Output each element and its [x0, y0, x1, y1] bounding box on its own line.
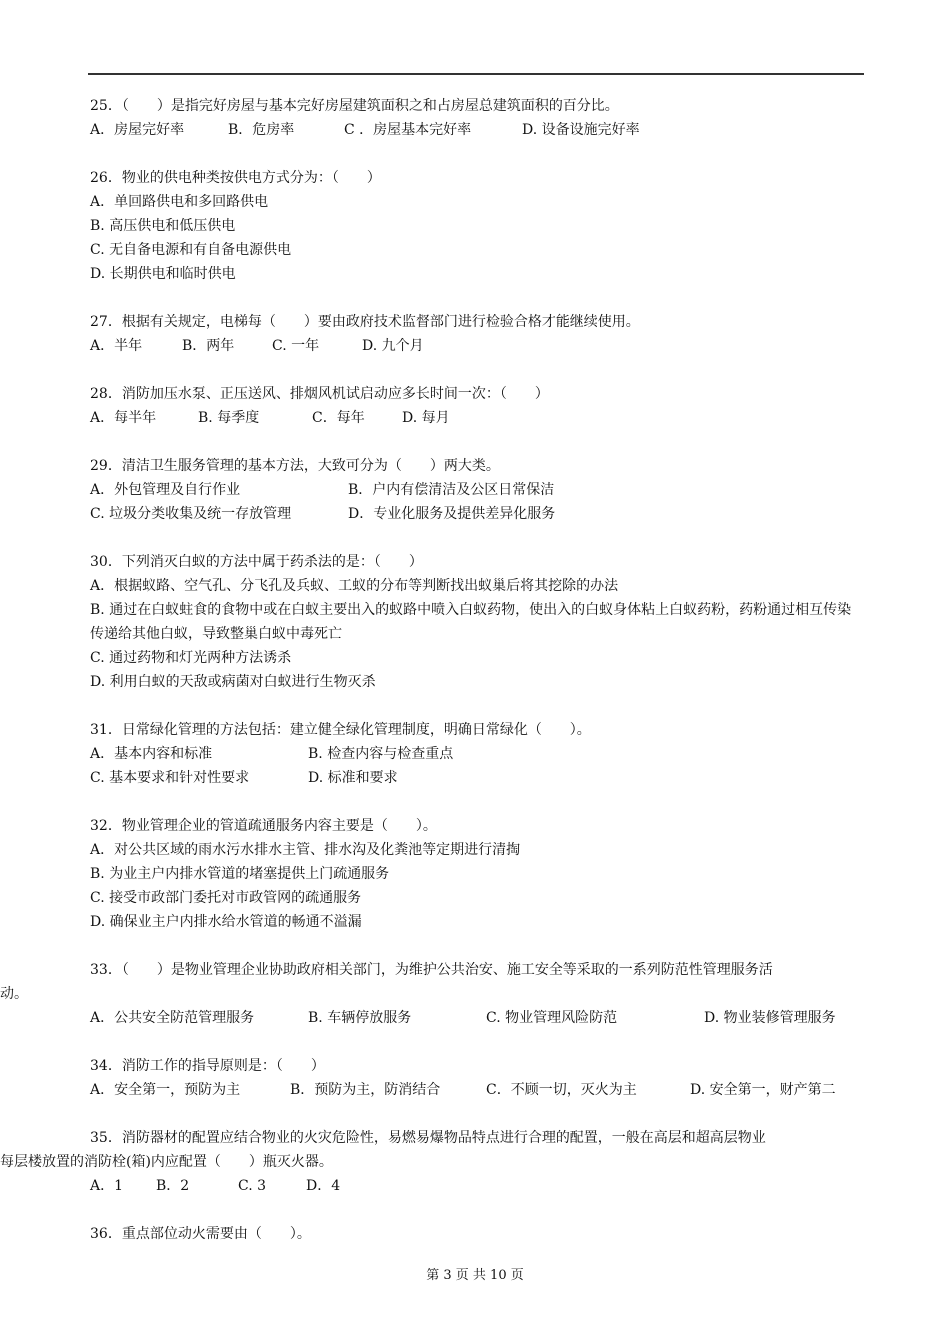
question-33: [0, 958, 862, 1030]
option-d: D．专业化服务及提供差异化服务: [348, 506, 556, 522]
option-b: B. 为业主户内排水管道的堵塞提供上门疏通服务: [90, 866, 390, 882]
options-row: [90, 1174, 862, 1198]
question-29: [90, 454, 862, 526]
option-b: B. 高压供电和低压供电: [90, 218, 236, 234]
option-b: B．预防为主，防消结合: [290, 1082, 441, 1098]
option-d: D. 物业装修管理服务: [704, 1010, 836, 1026]
option-b: B．2: [156, 1178, 190, 1194]
option-b: B．两年: [182, 338, 235, 354]
option-c: C. 基本要求和针对性要求: [90, 770, 250, 786]
option-d: D．4: [306, 1178, 341, 1194]
option-c: C．每年: [312, 410, 365, 426]
option-d: D. 设备设施完好率: [522, 122, 640, 138]
option-a: A．对公共区域的雨水污水排水主管、排水沟及化粪池等定期进行清掏: [90, 842, 521, 858]
question-list: [0, 94, 862, 1270]
option-c: C. 物业管理风险防范: [486, 1010, 618, 1026]
question-30: [90, 550, 862, 694]
options-row: [90, 334, 862, 358]
option-b: B. 检查内容与检查重点: [308, 746, 454, 762]
options-row: [90, 766, 862, 790]
options-row: [90, 1006, 862, 1030]
option-a: A．每半年: [90, 410, 157, 426]
question-stem: 29．清洁卫生服务管理的基本方法，大致可分为（ ）两大类。: [90, 458, 500, 474]
option-d: D. 安全第一，财产第二: [690, 1082, 836, 1098]
option-c: C. 一年: [272, 338, 320, 354]
option-b: B．户内有偿清洁及公区日常保洁: [348, 482, 555, 498]
options-row: [90, 502, 862, 526]
option-a: A．外包管理及自行作业: [90, 482, 241, 498]
question-31: [90, 718, 862, 790]
option-c: C. 无自备电源和有自备电源供电: [90, 242, 292, 258]
question-35: [0, 1126, 862, 1198]
option-a: A．房屋完好率: [90, 122, 185, 138]
option-b: B. 每季度: [198, 410, 260, 426]
option-d: D. 九个月: [362, 338, 424, 354]
question-27: [90, 310, 862, 358]
option-b: B. 车辆停放服务: [308, 1010, 412, 1026]
question-stem: 30．下列消灭白蚁的方法中属于药杀法的是：（ ）: [90, 554, 423, 570]
option-b: B. 通过在白蚁蛀食的食物中或在白蚁主要出入的蚁路中喷入白蚁药物，使出入的白蚁身体粘上白蚁药粉，药粉通过相互传染传递给其他白蚁，导致整巢白蚁中毒死亡: [90, 602, 852, 642]
option-d: D. 利用白蚁的天敌或病菌对白蚁进行生物灭杀: [90, 674, 376, 690]
option-c: C．不顾一切，灭火为主: [486, 1082, 637, 1098]
option-a: A．基本内容和标准: [90, 746, 213, 762]
question-28: [90, 382, 862, 430]
question-stem: 27．根据有关规定，电梯每（ ）要由政府技术监督部门进行检验合格才能继续使用。: [90, 314, 640, 330]
question-25: [90, 94, 862, 142]
option-c: C. 3: [238, 1178, 267, 1194]
options-row: [90, 1078, 862, 1102]
option-c: C. 垃圾分类收集及统一存放管理: [90, 506, 292, 522]
option-d: D. 长期供电和临时供电: [90, 266, 236, 282]
option-d: D. 每月: [402, 410, 450, 426]
question-stem: 36．重点部位动火需要由（ ）。: [90, 1226, 311, 1242]
question-stem: 25．（ ）是指完好房屋与基本完好房屋建筑面积之和占房屋总建筑面积的百分比。: [90, 98, 619, 114]
question-stem: 33．（ ）是物业管理企业协助政府相关部门，为维护公共治安、施工安全等采取的一系列防范性管理服务活动。: [0, 962, 773, 1002]
option-d: D. 确保业主户内排水给水管道的畅通不溢漏: [90, 914, 362, 930]
option-c: C ．房屋基本完好率: [344, 122, 472, 138]
question-36: [90, 1222, 862, 1246]
options-row: [90, 478, 862, 502]
question-stem: 34．消防工作的指导原则是：（ ）: [90, 1058, 325, 1074]
options-row: [90, 406, 862, 430]
question-34: [90, 1054, 862, 1102]
option-a: A．公共安全防范管理服务: [90, 1010, 255, 1026]
question-26: [90, 166, 862, 286]
option-c: C. 通过药物和灯光两种方法诱杀: [90, 650, 292, 666]
option-c: C. 接受市政部门委托对市政管网的疏通服务: [90, 890, 362, 906]
option-a: A．根据蚁路、空气孔、分飞孔及兵蚁、工蚁的分布等判断找出蚁巢后将其挖除的办法: [90, 578, 619, 594]
option-a: A．半年: [90, 338, 143, 354]
question-stem: 31．日常绿化管理的方法包括：建立健全绿化管理制度，明确日常绿化（ ）。: [90, 722, 591, 738]
option-a: A．安全第一，预防为主: [90, 1082, 241, 1098]
question-stem: 35．消防器材的配置应结合物业的火灾危险性，易燃易爆物品特点进行合理的配置，一般在高层和超高层物业每层楼放置的消防栓(箱)内应配置（ ）瓶灭火器。: [0, 1130, 766, 1170]
option-b: B．危房率: [228, 122, 295, 138]
option-a: A．单回路供电和多回路供电: [90, 194, 269, 210]
header-rule: [88, 73, 864, 75]
question-32: [90, 814, 862, 934]
question-stem: 32．物业管理企业的管道疏通服务内容主要是（ ）。: [90, 818, 437, 834]
options-row: [90, 118, 862, 142]
options-row: [90, 742, 862, 766]
question-stem: 28．消防加压水泵、正压送风、排烟风机试启动应多长时间一次：（ ）: [90, 386, 549, 402]
option-a: A．1: [90, 1178, 124, 1194]
option-d: D. 标准和要求: [308, 770, 398, 786]
page-footer: 第 3 页 共 10 页: [426, 1268, 524, 1283]
question-stem: 26．物业的供电种类按供电方式分为：（ ）: [90, 170, 381, 186]
